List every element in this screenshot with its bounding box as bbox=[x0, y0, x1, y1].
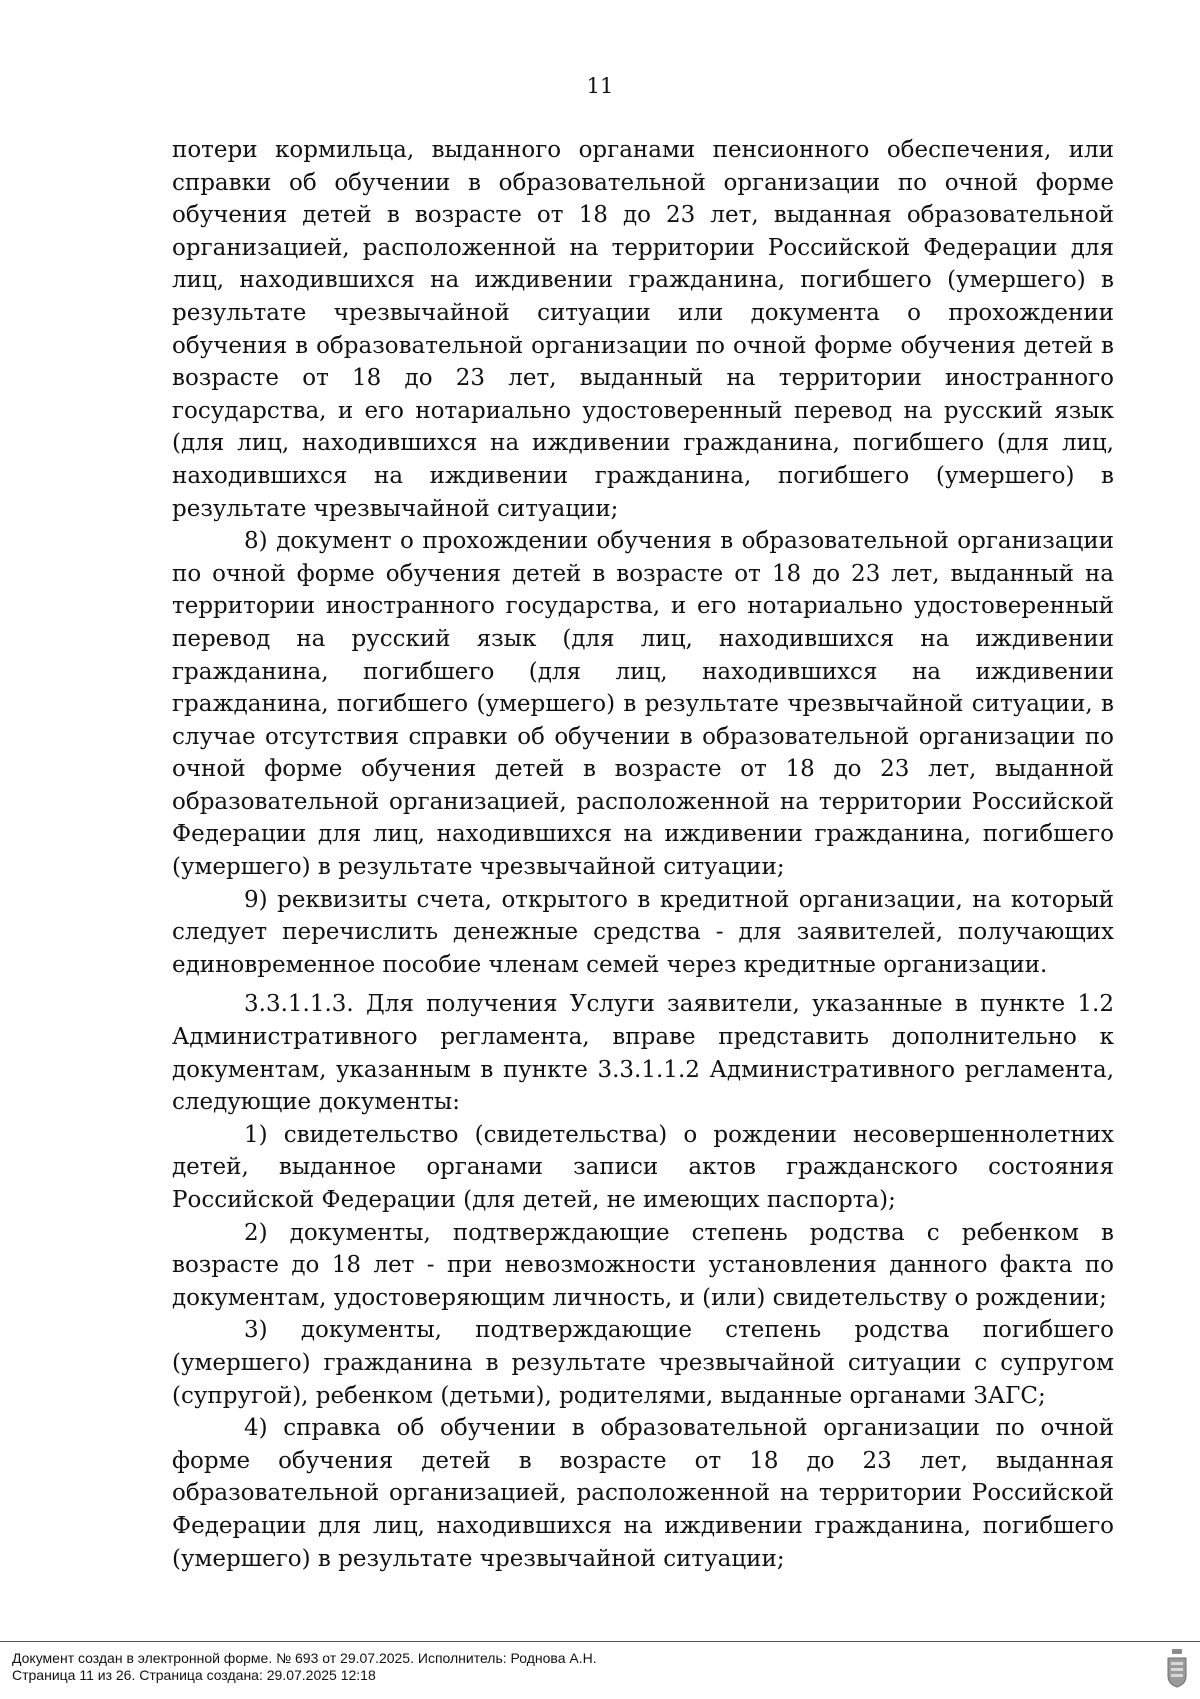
document-body bbox=[172, 134, 1114, 1575]
coat-of-arms-icon bbox=[1166, 1648, 1188, 1688]
paragraph-item-2: 2) документы, подтверждающие степень родства с ребенком в возрасте до 18 лет - при невозможности установления данного факта по документам, удостоверяющим личность, и (или) свидетельству о рождении; bbox=[172, 1219, 1114, 1311]
footer-text bbox=[12, 1650, 597, 1684]
paragraph-item-3: 3) документы, подтверждающие степень родства погибшего (умершего) гражданина в результате чрезвычайной ситуации с супругом (супругой), ребенком (детьми), родителями, выданные органами ЗАГС; bbox=[172, 1317, 1114, 1409]
document-footer bbox=[0, 1641, 1200, 1699]
paragraph-item-9: 9) реквизиты счета, открытого в кредитной организации, на который следует перечислить денежные средства - для заявителей, получающих единовременное пособие членам семей через кредитные организации. bbox=[172, 886, 1114, 978]
paragraph-continuation: потери кормильца, выданного органами пенсионного обеспечения, или справки об обучении в образовательной организации по очной форме обучения детей в возрасте от 18 до 23 лет, выданная образовательной организацией, расположенной на территории Российской Федерации для лиц, находившихся на иждивении гражданина, погибшего (умершего) в результате чрезвычайной ситуации или документа о прохождении обучения в образовательной организации по очной форме обучения детей в возрасте от 18 до 23 лет, выданный на территории иностранного государства, и его нотариально удостоверенный перевод на русский язык (для лиц, находившихся на иждивении гражданина, погибшего (для лиц, находившихся на иждивении гражданина, погибшего (умершего) в результате чрезвычайной ситуации; bbox=[172, 137, 1114, 522]
paragraph-item-1: 1) свидетельство (свидетельства) о рождении несовершеннолетних детей, выданное органами записи актов гражданского состояния Российской Федерации (для детей, не имеющих паспорта); bbox=[172, 1121, 1114, 1213]
footer-line-document-info: Документ создан в электронной форме. № 693 от 29.07.2025. Исполнитель: Роднова А.Н. bbox=[12, 1650, 597, 1666]
paragraph-item-8: 8) документ о прохождении обучения в образовательной организации по очной форме обучения детей в возрасте от 18 до 23 лет, выданный на территории иностранного государства, и его нотариально удостоверенный перевод на русский язык (для лиц, находившихся на иждивении гражданина, погибшего (для лиц, находившихся на иждивении гражданина, погибшего (умершего) в результате чрезвычайной ситуации, в случае отсутствия справки об обучении в образовательной организации по очной форме обучения детей в возрасте от 18 до 23 лет, выданной образовательной организацией, расположенной на территории Российской Федерации для лиц, находившихся на иждивении гражданина, погибшего (умершего) в результате чрезвычайной ситуации; bbox=[172, 528, 1114, 881]
page-number: 11 bbox=[586, 74, 614, 98]
paragraph-clause-3-3-1-1-3: 3.3.1.1.3. Для получения Услуги заявители, указанные в пункте 1.2 Административного регламента, вправе представить дополнительно к документам, указанным в пункте 3.3.1.1.2 Административного регламента, следующие документы: bbox=[172, 991, 1114, 1116]
paragraph-item-4: 4) справка об обучении в образовательной организации по очной форме обучения детей в возрасте от 18 до 23 лет, выданная образовательной организацией, расположенной на территории Российской Федерации для лиц, находившихся на иждивении гражданина, погибшего (умершего) в результате чрезвычайной ситуации; bbox=[172, 1415, 1114, 1572]
footer-line-page-info: Страница 11 из 26. Страница создана: 29.07.2025 12:18 bbox=[12, 1667, 376, 1683]
